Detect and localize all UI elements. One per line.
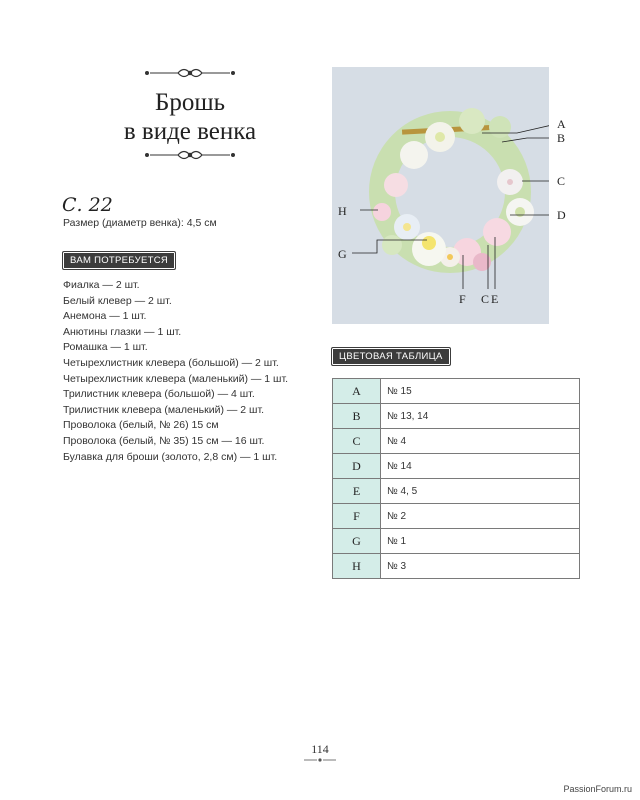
wreath-illustration	[332, 67, 549, 324]
materials-list	[63, 278, 288, 465]
title-line-1: Брошь	[154, 89, 225, 116]
row-value: № 3	[381, 554, 580, 579]
list-item: Проволока (белый, № 26) 15 см	[63, 419, 219, 432]
row-key: B	[333, 404, 381, 429]
wreath-photo	[332, 67, 549, 324]
color-table-heading: ЦВЕТОВАЯ ТАБЛИЦА	[331, 347, 451, 366]
color-table	[332, 378, 580, 579]
label-f: F	[459, 292, 466, 306]
label-h: H	[338, 204, 347, 218]
label-c-lower: C	[481, 292, 490, 306]
list-item: Анемона — 1 шт.	[63, 310, 147, 323]
table-row	[333, 479, 580, 504]
row-value: № 1	[381, 529, 580, 554]
label-a: A	[557, 117, 566, 131]
page-title	[60, 88, 320, 146]
list-item: Трилистник клевера (большой) — 4 шт.	[63, 388, 255, 401]
label-c: C	[557, 174, 566, 188]
row-value: № 4	[381, 429, 580, 454]
list-item: Ромашка — 1 шт.	[63, 341, 148, 354]
watermark: PassionForum.ru	[563, 784, 632, 794]
page-reference: С. 22	[62, 194, 113, 216]
table-row	[333, 554, 580, 579]
label-d: D	[557, 208, 566, 222]
row-key: E	[333, 479, 381, 504]
label-e: E	[491, 292, 499, 306]
table-row	[333, 504, 580, 529]
row-key: F	[333, 504, 381, 529]
row-key: G	[333, 529, 381, 554]
row-value: № 15	[381, 379, 580, 404]
row-value: № 2	[381, 504, 580, 529]
size-text: Размер (диаметр венка): 4,5 см	[63, 217, 217, 229]
list-item: Четырехлистник клевера (маленький) — 1 шт.	[63, 372, 289, 385]
table-row	[333, 379, 580, 404]
list-item: Булавка для броши (золото, 2,8 см) — 1 шт.	[63, 450, 278, 463]
row-key: A	[333, 379, 381, 404]
page-number-ornament	[304, 757, 336, 763]
label-g: G	[338, 247, 347, 261]
table-row	[333, 429, 580, 454]
row-value: № 4, 5	[381, 479, 580, 504]
row-value: № 14	[381, 454, 580, 479]
list-item: Белый клевер — 2 шт.	[63, 294, 172, 307]
list-item: Анютины глазки — 1 шт.	[63, 325, 182, 338]
title-line-2: в виде венка	[123, 118, 257, 145]
list-item: Фиалка — 2 шт.	[63, 279, 140, 291]
label-b: B	[557, 131, 566, 145]
materials-heading: ВАМ ПОТРЕБУЕТСЯ	[62, 251, 176, 270]
row-key: H	[333, 554, 381, 579]
row-key: D	[333, 454, 381, 479]
list-item: Четырехлистник клевера (большой) — 2 шт.	[63, 356, 279, 369]
row-value: № 13, 14	[381, 404, 580, 429]
table-row	[333, 404, 580, 429]
table-row	[333, 529, 580, 554]
row-key: C	[333, 429, 381, 454]
bottom-ornament	[130, 148, 250, 162]
table-row	[333, 454, 580, 479]
page-number: 114	[311, 742, 329, 756]
top-ornament	[130, 66, 250, 80]
list-item: Трилистник клевера (маленький) — 2 шт.	[63, 403, 265, 416]
list-item: Проволока (белый, № 35) 15 см — 16 шт.	[63, 434, 265, 447]
